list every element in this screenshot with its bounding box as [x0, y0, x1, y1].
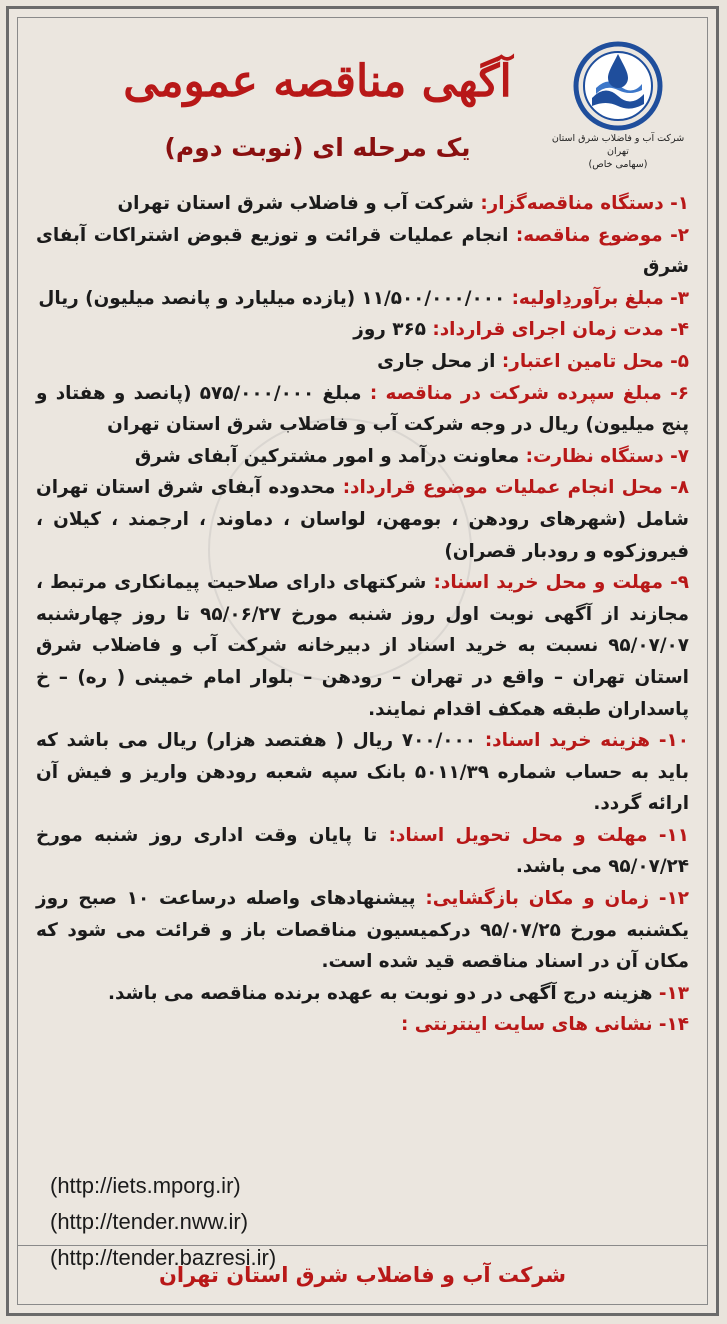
item-label: مبلغ برآوردِاولیه:: [511, 287, 664, 309]
item-number: ۱۳-: [658, 982, 689, 1004]
item-text: شرکت آب و فاضلاب شرق استان تهران: [117, 193, 474, 214]
header: [18, 18, 707, 188]
item-label: دستگاه مناقصه‌گزار:: [480, 193, 664, 214]
item-label: مهلت و محل تحویل اسناد:: [388, 824, 648, 846]
item-13: [36, 978, 689, 1010]
item-9: [36, 567, 689, 725]
item-text: ۱۱/۵۰۰/۰۰۰/۰۰۰ (یازده میلیارد و پانصد میلیون) ریال: [38, 287, 506, 309]
item-text: معاونت درآمد و امور مشترکین آبفای شرق: [134, 445, 520, 467]
item-2: [36, 220, 689, 283]
item-number: ۹-: [670, 572, 689, 594]
item-label: مبلغ سپرده شرکت در مناقصه :: [369, 382, 662, 404]
item-1: [36, 188, 689, 220]
logo-caption-type: (سهامی خاص): [588, 159, 648, 170]
item-text: مبلغ ۵۷۵/۰۰۰/۰۰۰ (پانصد و هفتاد و پنج میلیون) ریال در وجه شرکت آب و فاضلاب شرق استان تهران: [36, 382, 689, 436]
item-text: ۳۶۵ روز: [353, 319, 426, 341]
item-7: [36, 441, 689, 473]
item-number: ۳-: [670, 287, 689, 309]
item-5: [36, 346, 689, 378]
page-title: آگهی مناقصه عمومی: [123, 56, 512, 107]
item-text: از محل جاری: [377, 350, 496, 372]
item-text: تا پایان وقت اداری روز شنبه مورخ ۹۵/۰۷/۲۴ می باشد.: [36, 824, 689, 878]
advertisement-frame: [6, 6, 719, 1316]
item-11: [36, 820, 689, 883]
item-number: ۱-: [670, 193, 689, 214]
item-number: ۱۲-: [658, 888, 690, 910]
item-label: مدت زمان اجرای قرارداد:: [432, 319, 664, 341]
advertisement-inner-border: [17, 17, 708, 1305]
item-label: مهلت و محل خرید اسناد:: [433, 572, 663, 594]
item-14: [36, 1009, 689, 1041]
item-number: ۸-: [670, 477, 690, 499]
item-label: هزینه خرید اسناد:: [484, 730, 651, 752]
item-6: [36, 378, 689, 441]
item-text: انجام عملیات قرائت و توزیع قبوض اشتراکات آبفای شرق: [36, 224, 689, 278]
item-number: ۲-: [670, 224, 690, 246]
item-number: ۱۰-: [658, 730, 689, 752]
item-text: هزینه درج آگهی در دو نوبت به عهده برنده مناقصه می باشد.: [108, 982, 653, 1004]
website-link-nww[interactable]: (http://tender.nww.ir): [50, 1209, 249, 1234]
website-link-iets[interactable]: (http://iets.mporg.ir): [50, 1173, 241, 1198]
item-text: پیشنهادهای واصله درساعت ۱۰ صبح روز یکشنبه مورخ ۹۵/۰۷/۲۵ درکمیسیون مناقصات باز و قرائت می شود که مکان آن در اسناد مناقصه قید شده است.: [36, 888, 689, 973]
footer-company-name: شرکت آب و فاضلاب شرق استان تهران: [18, 1245, 707, 1304]
item-number: ۶-: [670, 382, 689, 404]
item-label: محل تامین اعتبار:: [501, 350, 664, 372]
item-number: ۴-: [670, 319, 689, 341]
logo-caption-company: شرکت آب و فاضلاب شرق استان تهران: [551, 133, 685, 157]
item-3: [36, 283, 689, 315]
item-10: [36, 725, 689, 820]
item-text: محدوده آبفای شرق استان تهران شامل (شهرهای رودهن ، بومهن، لواسان ، دماوند ، ارجمند ، کیلان ، فیروزکوه و رودبار قصران): [36, 477, 689, 562]
water-drop-logo-icon: [572, 40, 664, 132]
item-text: ۷۰۰/۰۰۰ ریال ( هفتصد هزار) ریال می باشد که باید به حساب شماره ۵۰۱۱/۳۹ بانک سپه شعبه رودهن واریز و فیش آن ارائه گردد.: [36, 730, 689, 815]
item-label: موضوع مناقصه:: [515, 224, 663, 246]
item-number: ۷-: [670, 445, 689, 467]
item-number: ۵-: [670, 350, 689, 372]
tender-items: [36, 188, 689, 1041]
page-subtitle: یک مرحله ای (نوبت دوم): [164, 133, 471, 162]
item-12: [36, 883, 689, 978]
item-text: شرکتهای دارای صلاحیت پیمانکاری مرتبط ، مجازند از آگهی نوبت اول روز شنبه مورخ ۹۵/۰۶/۲۷ تا روز چهارشنبه ۹۵/۰۷/۰۷ نسبت به خرید اسناد از دبیرخانه شرکت آب و فاضلاب شرق استان تهران – واقع در تهران – رودهن – بلوار امام خمینی ( ره) – خ پاسداران طبقه همکف اقدام نمایند.: [36, 572, 690, 720]
item-label: نشانی های سایت اینترنتی :: [400, 1014, 653, 1036]
item-label: دستگاه نظارت:: [525, 445, 664, 467]
item-8: [36, 472, 689, 567]
item-4: [36, 314, 689, 346]
item-label: محل انجام عملیات موضوع قرارداد:: [342, 477, 663, 499]
item-label: زمان و مکان بازگشایی:: [425, 888, 650, 910]
website-link-bazresi[interactable]: (http://tender.bazresi.ir): [50, 1245, 277, 1270]
item-number: ۱۱-: [658, 824, 689, 846]
company-logo: [543, 40, 693, 171]
item-number: ۱۴-: [658, 1014, 689, 1036]
